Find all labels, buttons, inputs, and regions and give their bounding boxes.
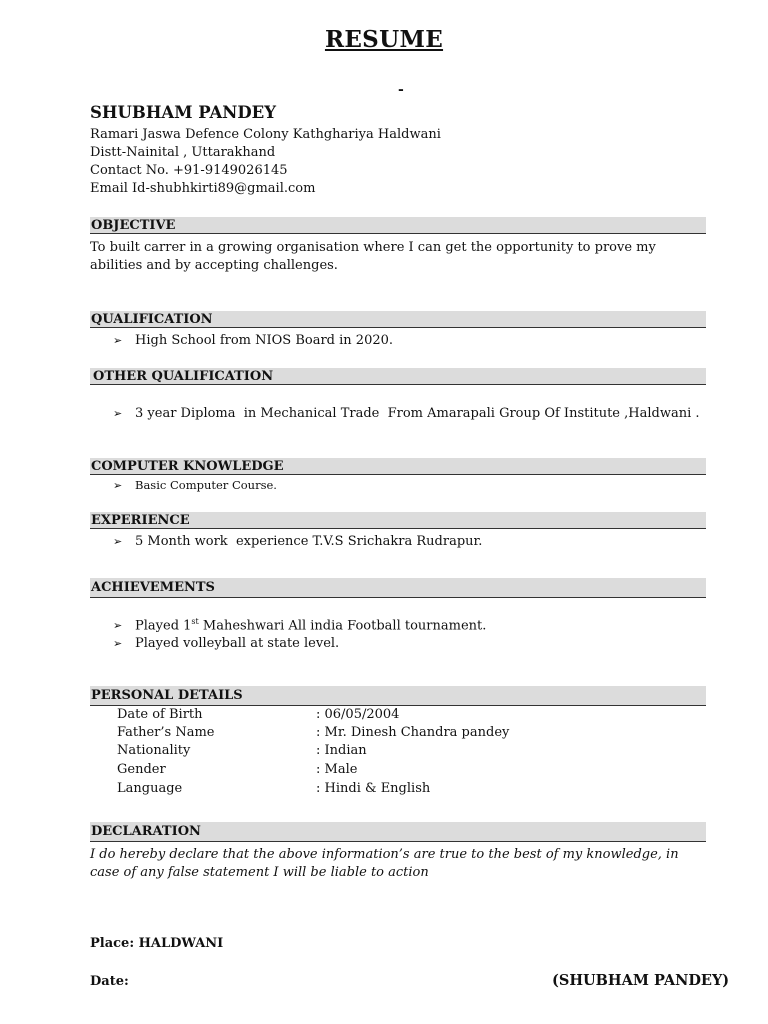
arrow-bullet-icon: ➢: [113, 334, 123, 347]
address-line-1: Ramari Jaswa Defence Colony Kathghariya Haldwani: [90, 127, 441, 142]
experience-heading: EXPERIENCE: [90, 512, 706, 529]
arrow-bullet-icon: ➢: [113, 407, 123, 420]
dob-value: : 06/05/2004: [316, 707, 400, 722]
date-label: Date:: [90, 974, 129, 989]
list-item: ➢ Basic Computer Course.: [113, 478, 277, 492]
language-value: : Hindi & English: [316, 781, 431, 796]
other-qualification-heading: OTHER QUALIFICATION: [90, 368, 706, 385]
arrow-bullet-icon: ➢: [113, 619, 123, 633]
nationality-label: Nationality: [117, 743, 191, 758]
place-label: Place: HALDWANI: [90, 936, 224, 951]
contact-phone: Contact No. +91-9149026145: [90, 163, 288, 178]
contact-email: Email Id-shubhkirti89@gmail.com: [90, 181, 316, 196]
father-name-value: : Mr. Dinesh Chandra pandey: [316, 725, 510, 740]
arrow-bullet-icon: ➢: [113, 637, 123, 650]
gender-label: Gender: [117, 762, 166, 777]
objective-heading: OBJECTIVE: [90, 217, 706, 234]
nationality-value: : Indian: [316, 743, 367, 758]
qualification-heading: QUALIFICATION: [90, 311, 706, 328]
personal-details-heading: PERSONAL DETAILS: [90, 686, 706, 706]
achievements-heading: ACHIEVEMENTS: [90, 578, 706, 598]
computer-knowledge-heading: COMPUTER KNOWLEDGE: [90, 458, 706, 475]
declaration-heading: DECLARATION: [90, 822, 706, 842]
gender-value: : Male: [316, 762, 358, 777]
list-item: ➢ 3 year Diploma in Mechanical Trade From Amarapali Group Of Institute ,Haldwani .: [113, 406, 700, 421]
list-item: ➢ Played volleyball at state level.: [113, 636, 340, 651]
arrow-bullet-icon: ➢: [113, 479, 123, 492]
list-item: ➢ Played 1st Maheshwari All india Football tournament.: [113, 617, 487, 634]
list-item: ➢ 5 Month work experience T.V.S Srichakra Rudrapur.: [113, 534, 483, 549]
objective-text: To built carrer in a growing organisation where I can get the opportunity to prove my abilities and by accepting challenges.: [90, 240, 656, 273]
resume-title: RESUME: [324, 26, 444, 53]
father-name-label: Father’s Name: [117, 725, 215, 740]
language-label: Language: [117, 781, 183, 796]
title-dash: -: [398, 82, 404, 98]
arrow-bullet-icon: ➢: [113, 535, 123, 548]
address-line-2: Distt-Nainital , Uttarakhand: [90, 145, 276, 160]
list-item: ➢ High School from NIOS Board in 2020.: [113, 333, 394, 348]
dob-label: Date of Birth: [117, 707, 203, 722]
declaration-text: I do hereby declare that the above information’s are true to the best of my knowledge, in case of any false statement I will be liable to action: [90, 847, 679, 880]
signature-name: (SHUBHAM PANDEY): [552, 972, 730, 989]
candidate-name: SHUBHAM PANDEY: [90, 103, 276, 122]
